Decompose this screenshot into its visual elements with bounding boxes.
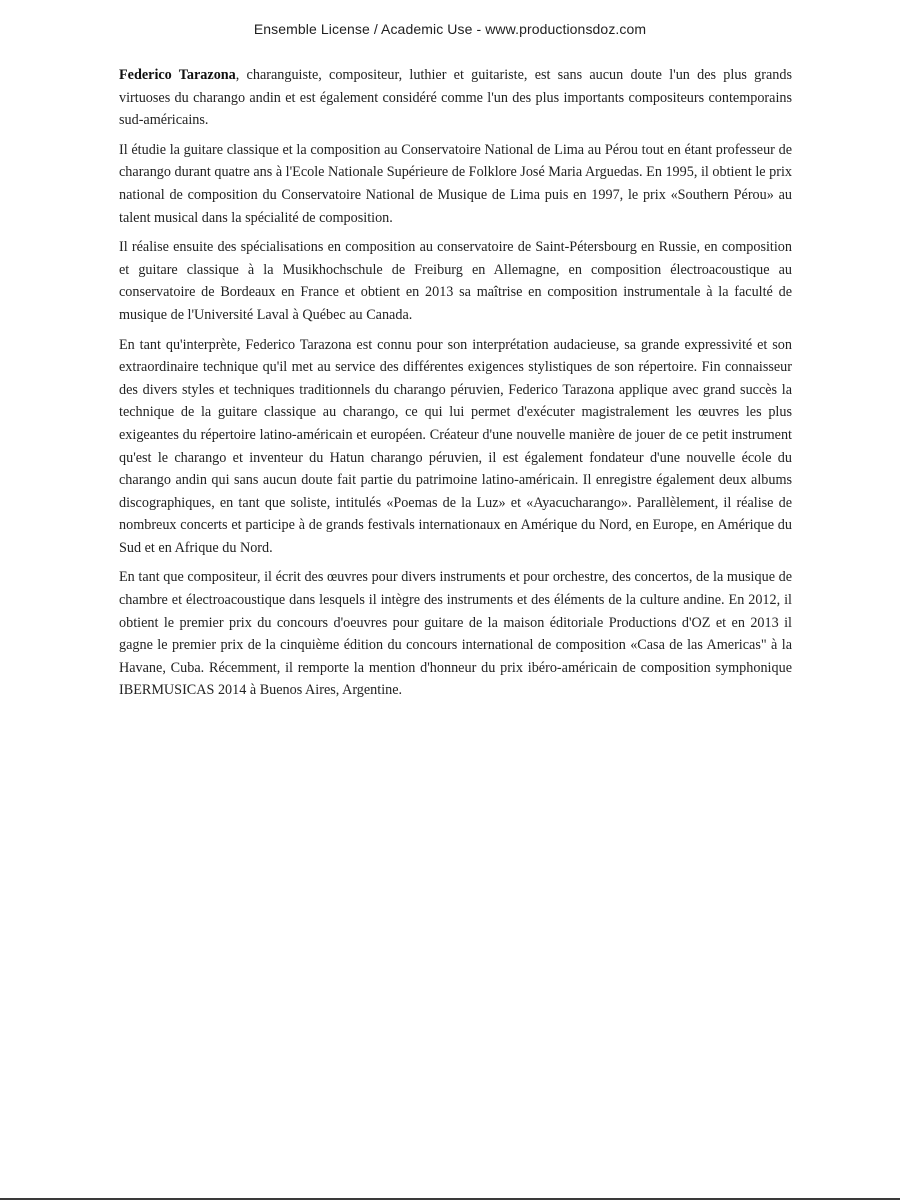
bio-paragraph-3: Il réalise ensuite des spécialisations en composition au conservatoire de Saint-Pétersbourg en Russie, en composition et guitare classique à la Musikhochschule de Freiburg en Allemagne, en composition électroacoustique au conservatoire de Bordeaux en France et obtient en 2013 sa maîtrise en composition instrumentale à la faculté de musique de l'Université Laval à Québec au Canada.	[119, 239, 792, 323]
bio-paragraph-1-text: , charanguiste, compositeur, luthier et guitariste, est sans aucun doute l'un des plus grands virtuoses du charango andin et est également considéré comme l'un des plus importants compositeurs contemporains sud-américains.	[119, 67, 792, 129]
bio-paragraph-5: En tant que compositeur, il écrit des œuvres pour divers instruments et pour orchestre, des concertos, de la musique de chambre et électroacoustique dans lesquels il intègre des instruments et des éléments de la culture andine. En 2012, il obtient le premier prix du concours d'oeuvres pour guitare de la maison éditoriale Productions d'OZ et en 2013 il gagne le premier prix de la cinquième édition du concours international de composition «Casa de las Americas" à la Havane, Cuba. Récemment, il remporte la mention d'honneur du prix ibéro-américain de composition symphonique IBERMUSICAS 2014 à Buenos Aires, Argentine.	[119, 569, 792, 699]
bio-paragraph-4: En tant qu'interprète, Federico Tarazona est connu pour son interprétation audacieuse, sa grande expressivité et son extraordinaire technique qu'il met au service des différentes exigences stylistiques de son répertoire. Fin connaisseur des divers styles et techniques traditionnels du charango péruvien, Federico Tarazona applique avec grand succès la technique de la guitare classique au charango, ce qui lui permet d'exécuter magistralement les œuvres les plus exigeantes du répertoire latino-américain et européen. Créateur d'une nouvelle manière de jouer de ce petit instrument qu'est le charango et inventeur du Hatun charango péruvien, il est également fondateur d'une nouvelle école du charango andin qui sans aucun doute fait partie du patrimoine latino-américain. Il enregistre également deux albums discographiques, en tant que soliste, intitulés «Poemas de la Luz» et «Ayacucharango». Parallèlement, il réalise de nombreux concerts et participe à de grands festivals internationaux en Amérique du Nord, en Europe, en Amérique du Sud et en Afrique du Nord.	[119, 336, 792, 556]
page-header: Ensemble License / Academic Use - www.productionsdoz.com	[253, 21, 647, 37]
composer-name: Federico Tarazona	[119, 67, 236, 83]
biography-text	[119, 64, 792, 709]
bio-paragraph-2: Il étudie la guitare classique et la composition au Conservatoire National de Lima au Pérou tout en étant professeur de charango durant quatre ans à l'Ecole Nationale Supérieure de Folklore José Maria Arguedas. En 1995, il obtient le prix national de composition du Conservatoire National de Musique de Lima puis en 1997, le prix «Southern Pérou» au talent musical dans la spécialité de composition.	[119, 141, 792, 226]
bio-paragraph-1	[119, 64, 792, 132]
